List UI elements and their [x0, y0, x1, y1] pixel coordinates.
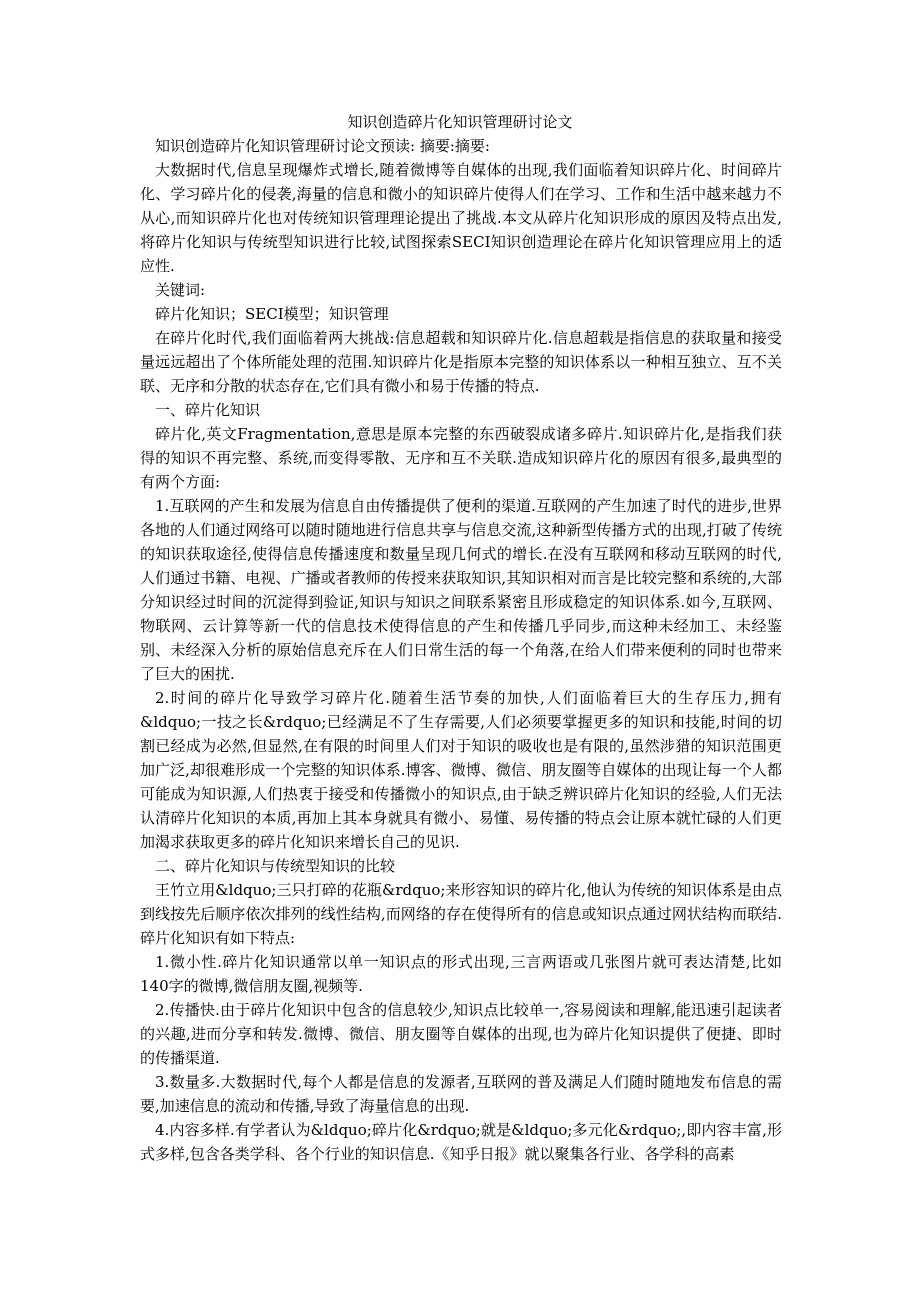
paragraph-fragmentation-definition: 碎片化,英文Fragmentation,意思是原本完整的东西破裂成诸多碎片.知识碎片化,是指我们获得的知识不再完整、系统,而变得零散、无序和互不关联.造成知识碎片化的原因有很多,最典型的有两个方面: — [140, 425, 782, 491]
paragraph-abstract: 大数据时代,信息呈现爆炸式增长,随着微博等自媒体的出现,我们面临着知识碎片化、时间碎片化、学习碎片化的侵袭,海量的信息和微小的知识碎片使得人们在学习、工作和生活中越来越力不从心,而知识碎片化也对传统知识管理理论提出了挑战.本文从碎片化知识形成的原因及特点出发,将碎片化知识与传统型知识进行比较,试图探索SECI知识创造理论在碎片化知识管理应用上的适应性. — [140, 161, 782, 275]
paragraph-keywords-label: 关键词: — [155, 281, 206, 299]
section-heading-1: 一、碎片化知识 — [155, 401, 261, 419]
document-title: 知识创造碎片化知识管理研讨论文 — [347, 113, 573, 131]
paragraph-feature-4: 4.内容多样.有学者认为&ldquo;碎片化&rdquo;就是&ldquo;多元化&rdquo;,即内容丰富,形式多样,包含各类学科、各个行业的知识信息.《知乎日报》就以聚集各行业、各学科的高素 — [140, 1121, 782, 1163]
paragraph-intro: 在碎片化时代,我们面临着两大挑战:信息超载和知识碎片化.信息超载是指信息的获取量和接受量远远超出了个体所能处理的范围.知识碎片化是指原本完整的知识体系以一种相互独立、互不关联、无序和分散的状态存在,它们具有微小和易于传播的特点. — [140, 329, 782, 395]
paragraph-feature-1: 1.微小性.碎片化知识通常以单一知识点的形式出现,三言两语或几张图片就可表达清楚,比如140字的微博,微信朋友圈,视频等. — [140, 953, 782, 995]
paragraph-keywords: 碎片化知识；SECI模型；知识管理 — [155, 305, 389, 323]
paragraph-comparison: 王竹立用&ldquo;三只打碎的花瓶&rdquo;来形容知识的碎片化,他认为传统的知识体系是由点到线按先后顺序依次排列的线性结构,而网络的存在使得所有的信息或知识点通过网状结构而联结.碎片化知识有如下特点: — [140, 881, 782, 947]
paragraph-reason-2: 2.时间的碎片化导致学习碎片化.随着生活节奏的加快,人们面临着巨大的生存压力,拥有&ldquo;一技之长&rdquo;已经满足不了生存需要,人们必须要掌握更多的知识和技能,时间的切割已经成为必然,但显然,在有限的时间里人们对于知识的吸收也是有限的,虽然涉猎的知识范围更加广泛,却很难形成一个完整的知识体系.博客、微博、微信、朋友圈等自媒体的出现让每一个人都可能成为知识源,人们热衷于接受和传播微小的知识点,由于缺乏辨识碎片化知识的经验,人们无法认清碎片化知识的本质,再加上其本身就具有微小、易懂、易传播的特点会让原本就忙碌的人们更加渴求获取更多的碎片化知识来增长自己的见识. — [140, 689, 782, 851]
paragraph-feature-3: 3.数量多.大数据时代,每个人都是信息的发源者,互联网的普及满足人们随时随地发布信息的需要,加速信息的流动和传播,导致了海量信息的出现. — [140, 1073, 782, 1115]
paragraph-reason-1: 1.互联网的产生和发展为信息自由传播提供了便利的渠道.互联网的产生加速了时代的进步,世界各地的人们通过网络可以随时随地进行信息共享与信息交流,这种新型传播方式的出现,打破了传统的知识获取途径,使得信息传播速度和数量呈现几何式的增长.在没有互联网和移动互联网的时代,人们通过书籍、电视、广播或者教师的传授来获取知识,其知识相对而言是比较完整和系统的,大部分知识经过时间的沉淀得到验证,知识与知识之间联系紧密且形成稳定的知识体系.如今,互联网、物联网、云计算等新一代的信息技术使得信息的产生和传播几乎同步,而这种未经加工、未经鉴别、未经深入分析的原始信息充斥在人们日常生活的每一个角落,在给人们带来便利的同时也带来了巨大的困扰. — [140, 497, 782, 683]
paragraph-feature-2: 2.传播快.由于碎片化知识中包含的信息较少,知识点比较单一,容易阅读和理解,能迅速引起读者的兴趣,进而分享和转发.微博、微信、朋友圈等自媒体的出现,也为碎片化知识提供了便捷、即时的传播渠道. — [140, 1001, 782, 1067]
section-heading-2: 二、碎片化知识与传统型知识的比较 — [155, 857, 396, 875]
paragraph-preview: 知识创造碎片化知识管理研讨论文预读: 摘要:摘要: — [155, 137, 490, 155]
document-body — [140, 134, 782, 1166]
